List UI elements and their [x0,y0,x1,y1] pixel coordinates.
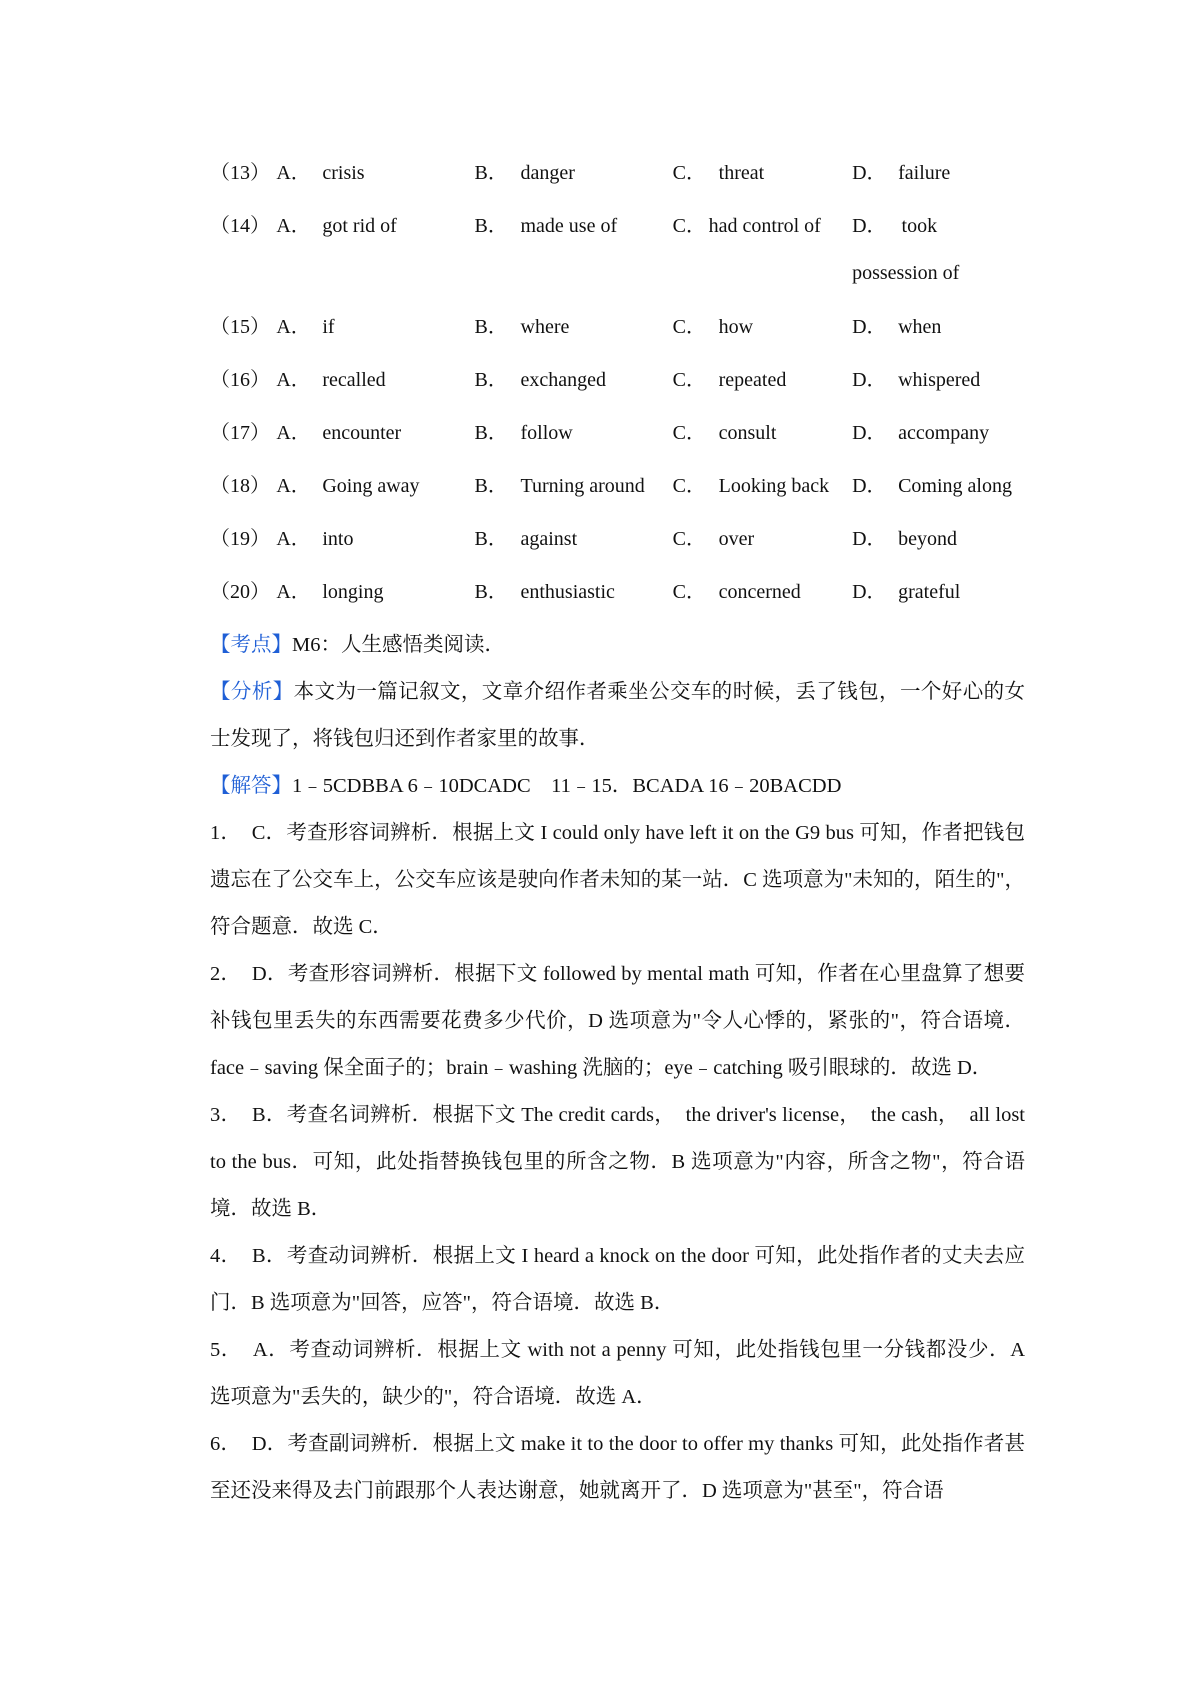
question-number: （14） [210,215,270,237]
option-c: C． Looking back [672,475,830,497]
option-c: C． repeated [672,369,787,391]
options-list [210,150,1025,622]
option-b: B． exchanged [474,369,607,391]
option-c: C． threat [672,162,765,184]
option-a: A． recalled [276,369,386,391]
jieda-answers: 1﹣5CDBBA 6﹣10DCADC 11﹣15．BCADA 16﹣20BACDD [292,775,842,797]
option-d: D． when [852,316,942,338]
explanation-3: 3． B．考查名词辨析．根据下文 The credit cards， the driver's license， the cash， all lost to the bus．可知，此处指替换钱包里的所含之物．B 选项意为"内容，所含之物"，符合语境．故选 B． [210,1104,1025,1220]
document-page [210,150,1025,1515]
question-row-17 [210,410,1025,463]
jieda-tag: 【解答】 [210,775,292,797]
jieda-section [210,763,1025,810]
question-number: （17） [210,422,270,444]
option-c: C． how [672,316,754,338]
option-c: C． had control of [672,215,821,237]
explanation-6: 6． D．考查副词辨析．根据上文 make it to the door to offer my thanks 可知，此处指作者甚至还没来得及去门前跟那个人表达谢意，她就离开了．D 选项意为"甚至"，符合语 [210,1433,1025,1502]
option-d: D． took possession of [852,215,960,284]
option-b: B． enthusiastic [474,581,615,603]
question-number: （18） [210,475,270,497]
question-row-19 [210,516,1025,569]
option-a: A． Going away [276,475,420,497]
fenxi-text: 本文为一篇记叙文，文章介绍作者乘坐公交车的时候，丢了钱包，一个好心的女士发现了，将钱包归还到作者家里的故事． [210,681,1026,750]
option-b: B． danger [474,162,575,184]
explanation-2: 2． D．考查形容词辨析．根据下文 followed by mental math 可知，作者在心里盘算了想要补钱包里丢失的东西需要花费多少代价，D 选项意为"令人心悸的，紧张的"，符合语境．face﹣saving 保全面子的；brain﹣washing 洗脑的；eye﹣catching 吸引眼球的．故选 D． [210,963,1025,1079]
option-d: D． whispered [852,369,981,391]
question-row-16 [210,357,1025,410]
option-a: A． longing [276,581,384,603]
option-d: D． failure [852,162,951,184]
question-row-14 [210,203,1025,304]
fenxi-tag: 【分析】 [210,681,294,703]
option-a: A． into [276,528,354,550]
question-number: （13） [210,162,270,184]
option-a: A． got rid of [276,215,397,237]
explanation-4: 4． B．考查动词辨析．根据上文 I heard a knock on the door 可知，此处指作者的丈夫去应门．B 选项意为"回答，应答"，符合语境．故选 B． [210,1245,1025,1314]
option-b: B． follow [474,422,573,444]
question-number: （20） [210,581,270,603]
option-c: C． consult [672,422,777,444]
option-a: A． encounter [276,422,402,444]
explanation-1: 1． C．考查形容词辨析．根据上文 I could only have left it on the G9 bus 可知，作者把钱包遗忘在了公交车上，公交车应该是驶向作者未知的某一站．C 选项意为"未知的，陌生的"，符合题意．故选 C． [210,822,1025,938]
kaodian-text: M6：人生感悟类阅读． [292,634,505,656]
question-row-18 [210,463,1025,516]
option-d: D． accompany [852,422,990,444]
kaodian-section [210,622,1025,669]
question-row-20 [210,569,1025,622]
kaodian-tag: 【考点】 [210,634,292,656]
question-number: （16） [210,369,270,391]
option-d: D． beyond [852,528,957,550]
option-d: D． Coming along [852,475,1012,497]
option-d: D． grateful [852,581,961,603]
question-row-15 [210,304,1025,357]
option-b: B． made use of [474,215,618,237]
option-c: C． concerned [672,581,801,603]
question-row-13 [210,150,1025,203]
option-a: A． crisis [276,162,365,184]
question-number: （19） [210,528,270,550]
option-a: A． if [276,316,335,338]
option-b: B． against [474,528,578,550]
option-b: B． Turning around [474,475,645,497]
explanation-5: 5． A．考查动词辨析．根据上文 with not a penny 可知，此处指钱包里一分钱都没少．A 选项意为"丢失的，缺少的"，符合语境．故选 A． [210,1339,1025,1408]
question-number: （15） [210,316,270,338]
option-b: B． where [474,316,570,338]
option-c: C． over [672,528,755,550]
fenxi-section [210,669,1025,763]
